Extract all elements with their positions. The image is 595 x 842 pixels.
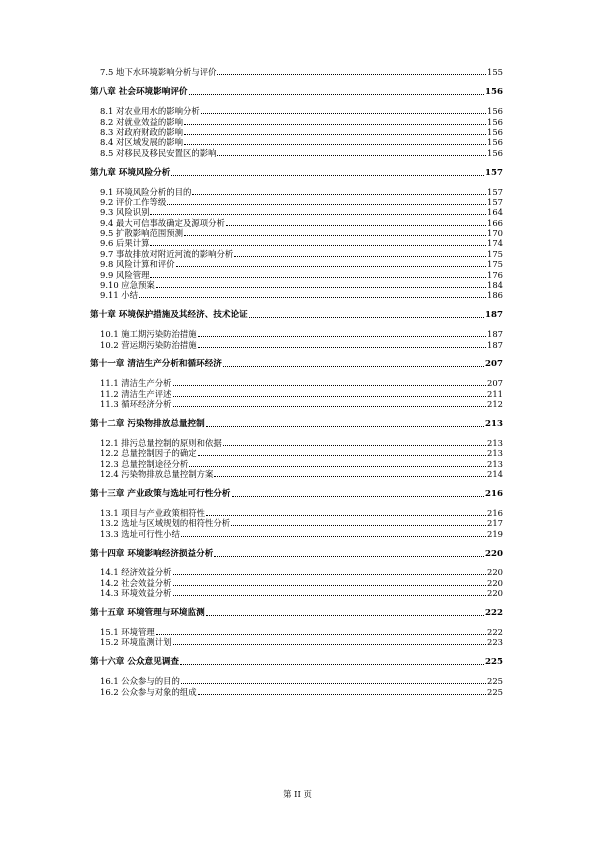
toc-entry-title: 13.2 选址与区域规划的相符性分析	[100, 518, 231, 529]
toc-entry-title: 8.5 对移民及移民安置区的影响	[100, 147, 217, 158]
toc-chapter-entry[interactable]	[90, 419, 503, 429]
toc-section-entry[interactable]	[90, 228, 503, 238]
toc-chapter-entry[interactable]	[90, 359, 503, 369]
toc-section-entry[interactable]	[90, 186, 503, 196]
toc-page-number: 164	[487, 207, 503, 218]
toc-entry-title: 第十五章 环境管理与环境监测	[90, 608, 205, 619]
toc-dot-leader	[184, 124, 486, 125]
toc-entry-title: 第九章 环境风险分析	[90, 167, 171, 178]
toc-page-number: 157	[487, 196, 503, 207]
toc-entry-title: 13.3 选址可行性小结	[100, 528, 180, 539]
toc-entry-title: 9.9 风险管理	[100, 269, 150, 280]
toc-page-number: 155	[487, 67, 503, 78]
toc-entry-title: 14.3 环境效益分析	[100, 588, 172, 599]
toc-entry-title: 12.4 污染物排放总量控制方案	[100, 469, 214, 480]
toc-section-entry[interactable]	[90, 438, 503, 448]
toc-dot-leader	[189, 94, 485, 95]
toc-section-entry[interactable]	[90, 567, 503, 577]
toc-page-number: 184	[487, 280, 503, 291]
toc-entry-title: 9.11 小结	[100, 290, 139, 301]
toc-section-entry[interactable]	[90, 116, 503, 126]
toc-dot-leader	[189, 466, 486, 467]
toc-dot-leader	[223, 366, 484, 367]
toc-dot-leader	[171, 175, 484, 176]
toc-section-entry[interactable]	[90, 388, 503, 398]
toc-entry-title: 第八章 社会环境影响评价	[90, 87, 188, 98]
toc-section-entry[interactable]	[90, 217, 503, 227]
toc-dot-leader	[206, 426, 484, 427]
toc-entry-title: 12.3 总量控制途径分析	[100, 458, 189, 469]
toc-chapter-entry[interactable]	[90, 167, 503, 177]
toc-entry-title: 11.1 清洁生产分析	[100, 378, 172, 389]
toc-page-number: 187	[487, 329, 503, 340]
toc-page-number: 156	[485, 87, 503, 98]
toc-page-number: 225	[487, 686, 503, 697]
toc-dot-leader	[150, 214, 486, 215]
toc-page-number: 157	[487, 186, 503, 197]
toc-page-number: 156	[487, 106, 503, 117]
toc-dot-leader	[198, 455, 486, 456]
toc-page-number: 156	[487, 147, 503, 158]
toc-page-number: 207	[485, 359, 503, 370]
toc-entry-title: 10.2 营运期污染防治措施	[100, 339, 197, 350]
toc-section-entry[interactable]	[90, 329, 503, 339]
toc-dot-leader	[198, 336, 486, 337]
toc-dot-leader	[180, 664, 484, 665]
toc-section-entry[interactable]	[90, 137, 503, 147]
toc-section-entry[interactable]	[90, 627, 503, 637]
toc-page-number: 222	[487, 627, 503, 638]
toc-dot-leader	[214, 476, 486, 477]
toc-dot-leader	[206, 515, 486, 516]
toc-page-number: 219	[487, 528, 503, 539]
toc-entry-title: 9.4 最大可信事故确定及源项分析	[100, 217, 225, 228]
toc-dot-leader	[198, 347, 486, 348]
toc-entry-title: 9.2 评价工作等级	[100, 196, 167, 207]
toc-dot-leader	[214, 556, 484, 557]
toc-chapter-entry[interactable]	[90, 657, 503, 667]
toc-page-number: 213	[487, 458, 503, 469]
toc-dot-leader	[184, 235, 486, 236]
toc-dot-leader	[184, 144, 486, 145]
toc-section-entry[interactable]	[90, 269, 503, 279]
toc-section-entry[interactable]	[90, 637, 503, 647]
toc-page-number: 217	[487, 518, 503, 529]
toc-section-entry[interactable]	[90, 588, 503, 598]
toc-dot-leader	[217, 155, 486, 156]
toc-section-entry[interactable]	[90, 518, 503, 528]
page-footer: 第 II 页	[283, 789, 312, 799]
toc-section-entry[interactable]	[90, 458, 503, 468]
toc-entry-title: 13.1 项目与产业政策相符性	[100, 507, 206, 518]
toc-page-number: 213	[487, 448, 503, 459]
toc-entry-title: 12.1 排污总量控制的原则和依据	[100, 437, 222, 448]
toc-section-entry[interactable]	[90, 339, 503, 349]
toc-entry-title: 15.2 环境监测计划	[100, 637, 172, 648]
toc-page-number: 220	[487, 567, 503, 578]
toc-dot-leader	[176, 266, 486, 267]
toc-dot-leader	[139, 297, 486, 298]
toc-entry-title: 16.2 公众参与对象的组成	[100, 686, 197, 697]
toc-page-number: 170	[487, 228, 503, 239]
toc-dot-leader	[173, 574, 486, 575]
toc-chapter-entry[interactable]	[90, 608, 503, 618]
toc-dot-leader	[181, 536, 486, 537]
toc-dot-leader	[198, 694, 486, 695]
toc-entry-title: 第十章 环境保护措施及其经济、技术论证	[90, 310, 248, 321]
toc-page-number: 157	[485, 167, 503, 178]
toc-entry-title: 9.1 环境风险分析的目的	[100, 186, 192, 197]
toc-dot-leader	[249, 317, 484, 318]
toc-section-entry[interactable]	[90, 528, 503, 538]
toc-dot-leader	[167, 204, 486, 205]
toc-dot-leader	[234, 256, 486, 257]
toc-entry-title: 第十六章 公众意见调查	[90, 657, 179, 668]
toc-dot-leader	[173, 406, 486, 407]
toc-chapter-entry[interactable]	[90, 489, 503, 499]
toc-section-entry[interactable]	[90, 577, 503, 587]
toc-section-entry[interactable]	[90, 259, 503, 269]
toc-entry-title: 9.6 后果计算	[100, 238, 150, 249]
toc-page-number: 225	[487, 676, 503, 687]
toc-page-number: 175	[487, 248, 503, 259]
toc-page-number: 174	[487, 238, 503, 249]
toc-dot-leader	[226, 225, 486, 226]
toc-page-number: 225	[485, 657, 503, 668]
toc-dot-leader	[206, 615, 484, 616]
toc-entry-title: 第十一章 清洁生产分析和循环经济	[90, 359, 222, 370]
toc-entry-title: 11.3 循环经济分析	[100, 399, 172, 410]
toc-section-entry[interactable]	[90, 676, 503, 686]
toc-section-entry[interactable]	[90, 238, 503, 248]
toc-dot-leader	[156, 287, 486, 288]
toc-entry-title: 16.1 公众参与的目的	[100, 676, 180, 687]
toc-dot-leader	[231, 525, 486, 526]
toc-entry-title: 8.2 对就业效益的影响	[100, 116, 183, 127]
toc-dot-leader	[173, 585, 486, 586]
toc-entry-title: 第十二章 污染物排放总量控制	[90, 419, 205, 430]
toc-entry-title: 7.5 地下水环境影响分析与评价	[100, 67, 217, 78]
toc-entry-title: 9.3 风险识别	[100, 207, 150, 218]
toc-section-entry[interactable]	[90, 248, 503, 258]
toc-section-entry[interactable]	[90, 147, 503, 157]
toc-dot-leader	[201, 113, 486, 114]
toc-section-entry[interactable]	[90, 378, 503, 388]
toc-dot-leader	[217, 74, 486, 75]
toc-dot-leader	[184, 134, 486, 135]
toc-entry-title: 8.4 对区域发展的影响	[100, 137, 183, 148]
toc-dot-leader	[223, 445, 486, 446]
toc-page-number: 220	[485, 548, 503, 559]
toc-section-entry[interactable]	[90, 67, 503, 77]
toc-entry-title: 15.1 环境管理	[100, 627, 155, 638]
toc-entry-title: 10.1 施工期污染防治措施	[100, 329, 197, 340]
toc-section-entry[interactable]	[90, 290, 503, 300]
toc-page-number: 156	[487, 137, 503, 148]
toc-dot-leader	[173, 644, 486, 645]
toc-page-number: 211	[487, 388, 503, 399]
toc-entry-title: 8.3 对政府财政的影响	[100, 126, 183, 137]
toc-entry-title: 14.1 经济效益分析	[100, 567, 172, 578]
toc-page-number: 187	[485, 310, 503, 321]
toc-entry-title: 9.8 风险计算和评价	[100, 259, 175, 270]
toc-section-entry[interactable]	[90, 106, 503, 116]
toc-entry-title: 8.1 对农业用水的影响分析	[100, 106, 200, 117]
toc-page-number: 207	[487, 378, 503, 389]
toc-section-entry[interactable]	[90, 508, 503, 518]
toc-page-number: 222	[485, 608, 503, 619]
toc-page-number: 223	[487, 637, 503, 648]
toc-page-number: 216	[485, 489, 503, 499]
toc-dot-leader	[181, 683, 486, 684]
toc-dot-leader	[156, 634, 486, 635]
toc-section-entry[interactable]	[90, 469, 503, 479]
toc-page-number: 220	[487, 588, 503, 599]
toc-page-number: 212	[487, 399, 503, 410]
toc-section-entry[interactable]	[90, 197, 503, 207]
toc-dot-leader	[150, 277, 486, 278]
toc-entry-title: 12.2 总量控制因子的确定	[100, 448, 197, 459]
toc-chapter-entry[interactable]	[90, 310, 503, 320]
toc-page-number: 216	[487, 507, 503, 518]
toc-section-entry[interactable]	[90, 686, 503, 696]
toc-dot-leader	[192, 194, 486, 195]
toc-page-number: 214	[487, 469, 503, 480]
toc-page-number: 213	[485, 419, 503, 430]
toc-chapter-entry[interactable]	[90, 548, 503, 558]
toc-page-number: 175	[487, 259, 503, 270]
toc-entry-title: 9.10 应急预案	[100, 280, 155, 291]
toc-entry-title: 9.7 事故排放对附近河流的影响分析	[100, 248, 234, 259]
toc-page-number: 176	[487, 269, 503, 280]
toc-section-entry[interactable]	[90, 127, 503, 137]
toc-section-entry[interactable]	[90, 448, 503, 458]
toc-page-number: 156	[487, 126, 503, 137]
toc-entry-title: 9.5 扩散影响范围预测	[100, 228, 183, 239]
toc-page-number: 156	[487, 116, 503, 127]
toc-dot-leader	[173, 396, 486, 397]
toc-entry-title: 第十四章 环境影响经济损益分析	[90, 548, 214, 559]
toc-entry-title: 第十三章 产业政策与选址可行性分析	[90, 489, 231, 499]
table-of-contents	[90, 67, 503, 697]
toc-dot-leader	[173, 595, 486, 596]
toc-section-entry[interactable]	[90, 399, 503, 409]
toc-section-entry[interactable]	[90, 280, 503, 290]
toc-page-number: 187	[487, 339, 503, 350]
toc-dot-leader	[150, 245, 486, 246]
toc-dot-leader	[232, 496, 485, 497]
toc-page-number: 213	[487, 437, 503, 448]
toc-chapter-entry[interactable]	[90, 87, 503, 97]
toc-entry-title: 11.2 清洁生产评述	[100, 388, 172, 399]
toc-page-number: 186	[487, 290, 503, 301]
toc-dot-leader	[173, 385, 486, 386]
toc-page-number: 166	[487, 217, 503, 228]
toc-page-number: 220	[487, 577, 503, 588]
toc-section-entry[interactable]	[90, 207, 503, 217]
toc-entry-title: 14.2 社会效益分析	[100, 577, 172, 588]
